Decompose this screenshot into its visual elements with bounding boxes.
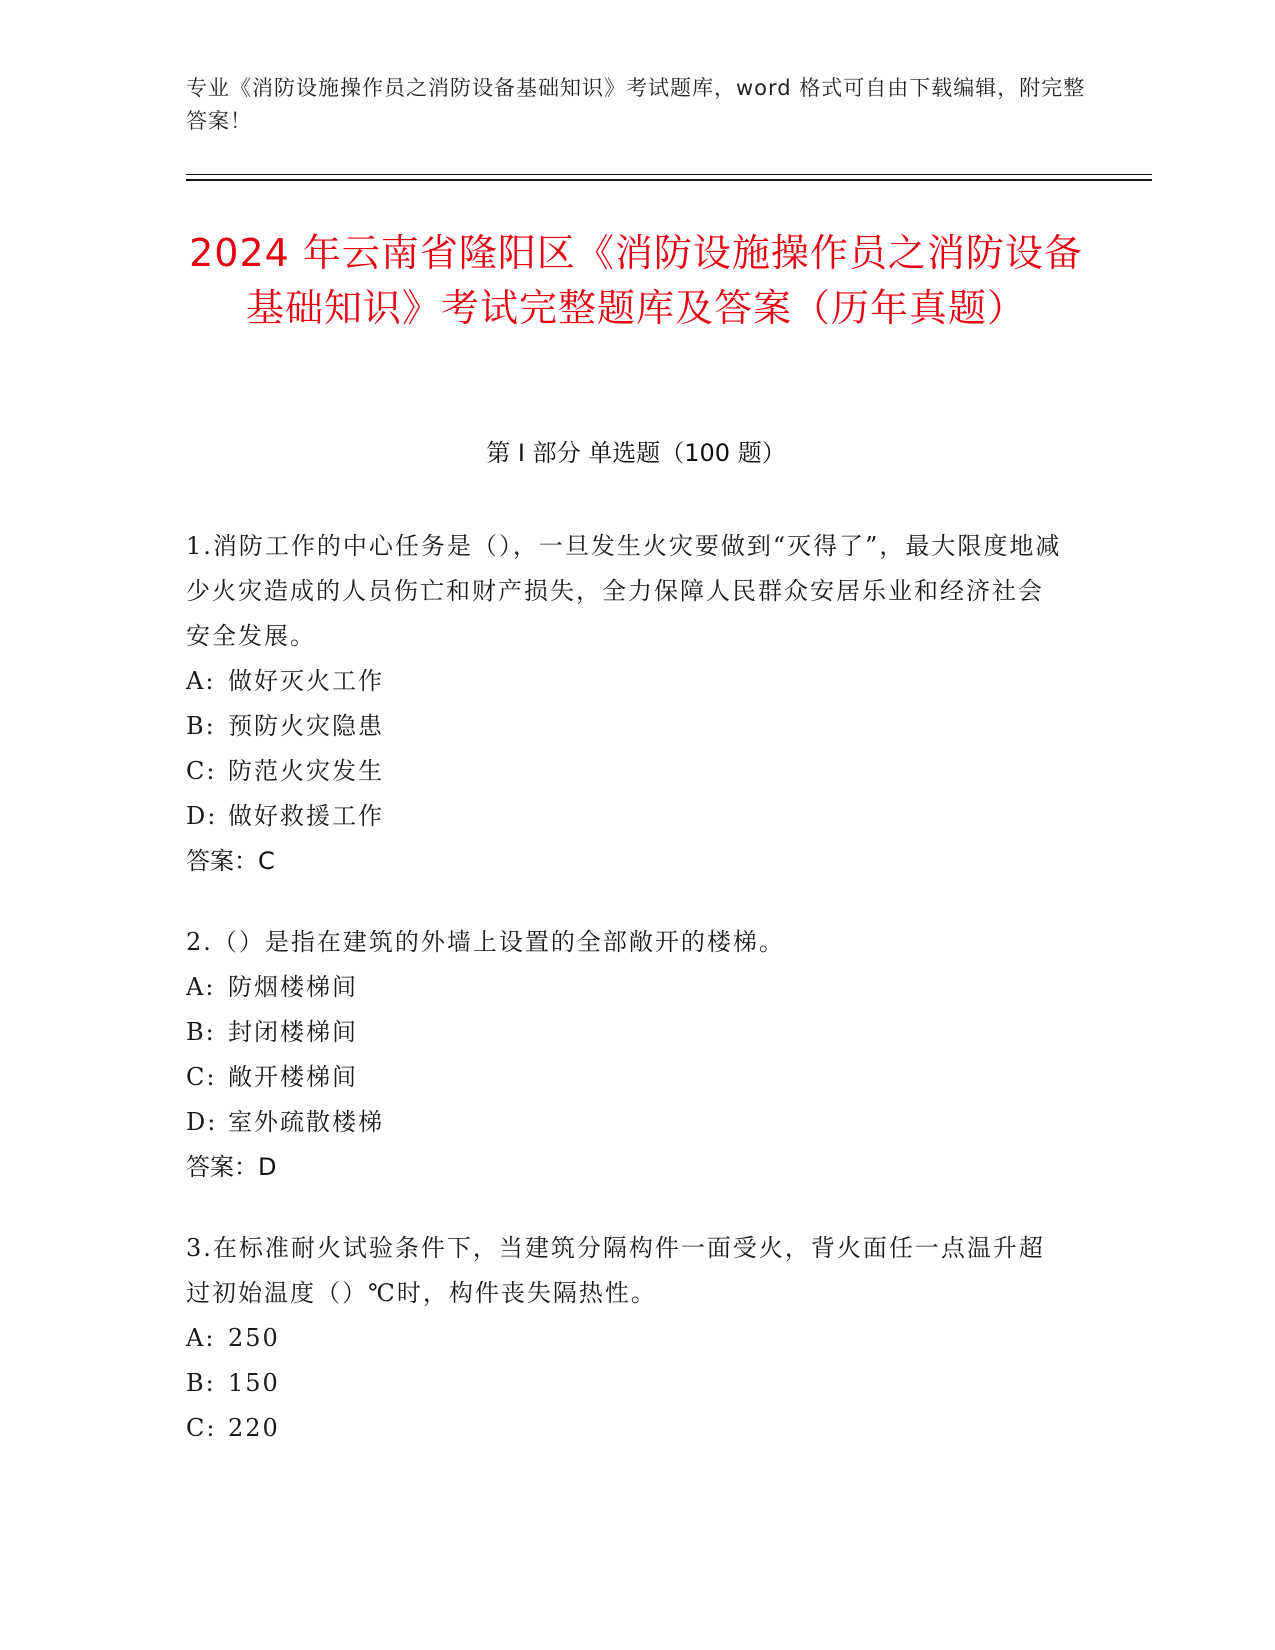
option-c (186, 749, 1066, 794)
question-2 (186, 920, 1066, 1190)
answer-line: 答案：C (186, 847, 275, 875)
question-3 (186, 1226, 1066, 1451)
option-text: 220 (228, 1414, 280, 1442)
answer-line: 答案：D (186, 1153, 277, 1181)
option-a (186, 965, 1066, 1010)
option-text: 预防火灾隐患 (228, 712, 384, 740)
option-d (186, 1100, 1066, 1145)
option-key: A: (186, 973, 216, 1001)
option-key: C: (186, 757, 217, 785)
option-key: B: (186, 712, 216, 740)
option-a (186, 1316, 1066, 1361)
option-key: D: (186, 1108, 218, 1136)
option-b (186, 704, 1066, 749)
option-key: C: (186, 1414, 217, 1442)
option-c (186, 1055, 1066, 1100)
header-divider-thick (186, 179, 1152, 181)
option-text: 250 (228, 1324, 280, 1352)
question-stem: 2.（）是指在建筑的外墙上设置的全部敞开的楼梯。 (186, 928, 785, 956)
question-list (186, 524, 1066, 1487)
question-stem: 3.在标准耐火试验条件下，当建筑分隔构件一面受火，背火面任一点温升超过初始温度（）℃时，构件丧失隔热性。 (186, 1234, 1045, 1307)
option-key: D: (186, 802, 218, 830)
option-d (186, 794, 1066, 839)
question-stem: 1.消防工作的中心任务是（），一旦发生火灾要做到“灭得了”，最大限度地减少火灾造成的人员伤亡和财产损失，全力保障人民群众安居乐业和经济社会安全发展。 (186, 532, 1062, 650)
option-text: 做好救援工作 (228, 802, 384, 830)
option-key: C: (186, 1063, 217, 1091)
option-text: 封闭楼梯间 (228, 1018, 358, 1046)
section-title: 第 I 部分 单选题（100 题） (486, 439, 786, 467)
option-text: 室外疏散楼梯 (228, 1108, 384, 1136)
option-text: 防烟楼梯间 (228, 973, 358, 1001)
option-key: B: (186, 1018, 216, 1046)
question-1 (186, 524, 1066, 884)
header-note: 专业《消防设施操作员之消防设备基础知识》考试题库，word 格式可自由下载编辑，附完整答案！ (186, 76, 1086, 133)
option-c (186, 1406, 1066, 1451)
option-key: A: (186, 1324, 216, 1352)
option-key: A: (186, 667, 216, 695)
header-divider-thin (186, 174, 1152, 175)
option-a (186, 659, 1066, 704)
document-title: 2024 年云南省隆阳区《消防设施操作员之消防设备基础知识》考试完整题库及答案（历年真题） (189, 231, 1083, 330)
option-b (186, 1361, 1066, 1406)
option-text: 150 (228, 1369, 280, 1397)
option-text: 敞开楼梯间 (228, 1063, 358, 1091)
option-b (186, 1010, 1066, 1055)
option-text: 做好灭火工作 (228, 667, 384, 695)
option-text: 防范火灾发生 (228, 757, 384, 785)
option-key: B: (186, 1369, 216, 1397)
